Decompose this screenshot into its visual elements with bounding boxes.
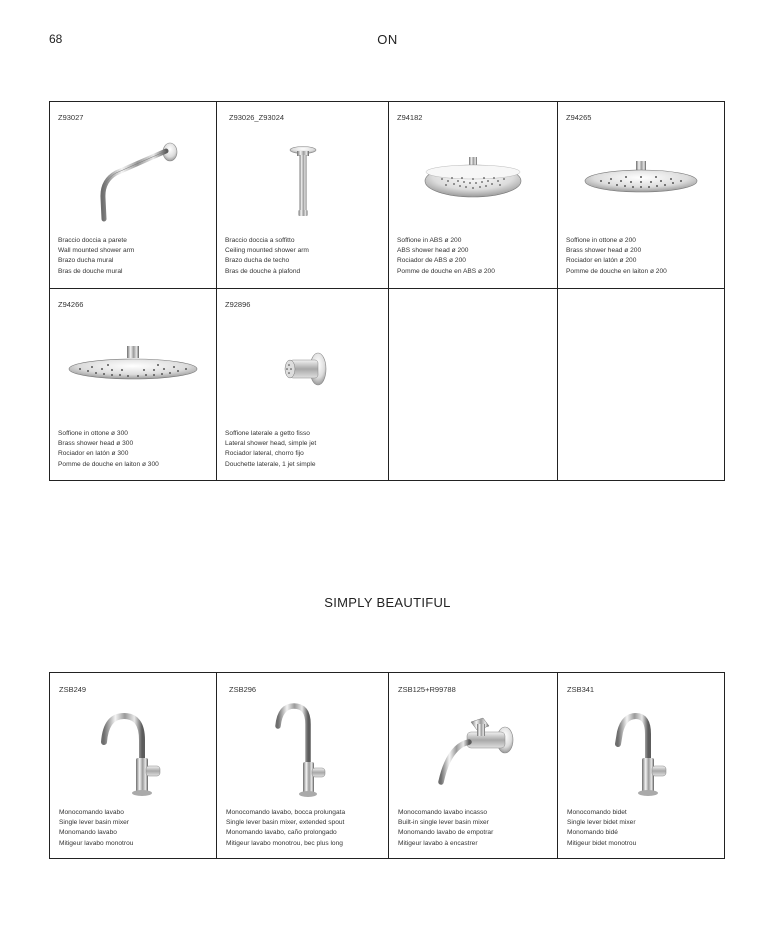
product-description: Soffione in ottone ø 300 Brass shower head ø 300 Rociador en latón ø 300 Pomme de douche en laiton ø 300	[58, 430, 159, 468]
product-description: Monocomando lavabo, bocca prolungata Single lever basin mixer, extended spout Monomando lavabo, caño prolongado Mitigeur lavabo monotrou, bec plus long	[226, 809, 346, 847]
basin-mixer-icon	[50, 699, 216, 804]
section-title: SIMPLY BEAUTIFUL	[324, 595, 451, 610]
product-code: Z94265	[566, 113, 592, 122]
shower-head-abs-200-icon	[389, 130, 557, 230]
basin-mixer-extended-spout-icon	[217, 699, 388, 804]
product-description: Braccio doccia a soffitto Ceiling mounted shower arm Brazo ducha de techo Bras de douche à plafond	[225, 237, 309, 275]
product-card	[558, 102, 725, 289]
product-description: Soffione in ABS ø 200 ABS shower head ø 200 Rociador de ABS ø 200 Pomme de douche en ABS ø 200	[397, 237, 495, 275]
product-card	[217, 102, 389, 289]
product-code: Z92896	[225, 300, 251, 309]
shower-head-brass-300-icon	[50, 317, 216, 417]
product-code: ZSB296	[229, 685, 257, 694]
product-description: Braccio doccia a parete Wall mounted shower arm Brazo ducha mural Bras de douche mural	[58, 237, 135, 275]
product-card	[217, 673, 389, 859]
wall-shower-arm-icon	[50, 130, 216, 230]
built-in-basin-mixer-icon	[389, 699, 557, 804]
product-code: Z93027	[58, 113, 84, 122]
shower-products-grid	[49, 101, 725, 481]
product-code: Z94266	[58, 300, 84, 309]
product-code: ZSB249	[59, 685, 87, 694]
ceiling-shower-arm-icon	[217, 130, 388, 230]
series-title: ON	[377, 32, 398, 47]
product-card	[389, 102, 558, 289]
product-card	[50, 673, 217, 859]
product-card	[217, 289, 389, 481]
product-description: Monocomando lavabo incasso Built-in single lever basin mixer Monomando lavabo de empotrar Mitigeur lavabo à encastrer	[398, 809, 494, 847]
empty-cell	[558, 289, 725, 481]
page-number: 68	[49, 32, 63, 46]
product-card	[50, 102, 217, 289]
product-code: ZSB341	[567, 685, 595, 694]
product-card	[389, 673, 558, 859]
lateral-shower-head-icon	[217, 317, 388, 417]
shower-head-brass-200-icon	[558, 130, 724, 230]
mixer-products-grid	[49, 672, 725, 859]
product-description: Soffione in ottone ø 200 Brass shower head ø 200 Rociador en latón ø 200 Pomme de douche en laiton ø 200	[566, 237, 667, 275]
empty-cell	[389, 289, 558, 481]
product-description: Soffione laterale a getto fisso Lateral shower head, simple jet Rociador lateral, chorro fijo Douchette laterale, 1 jet simple	[225, 430, 317, 468]
product-description: Monocomando bidet Single lever bidet mixer Monomando bidé Mitigeur bidet monotrou	[567, 809, 637, 847]
product-card	[558, 673, 725, 859]
product-card	[50, 289, 217, 481]
product-code: ZSB125+R99788	[398, 685, 456, 694]
product-code: Z93026_Z93024	[229, 113, 285, 122]
product-code: Z94182	[397, 113, 423, 122]
product-description: Monocomando lavabo Single lever basin mixer Monomando lavabo Mitigeur lavabo monotrou	[59, 809, 134, 847]
bidet-mixer-icon	[558, 699, 724, 804]
